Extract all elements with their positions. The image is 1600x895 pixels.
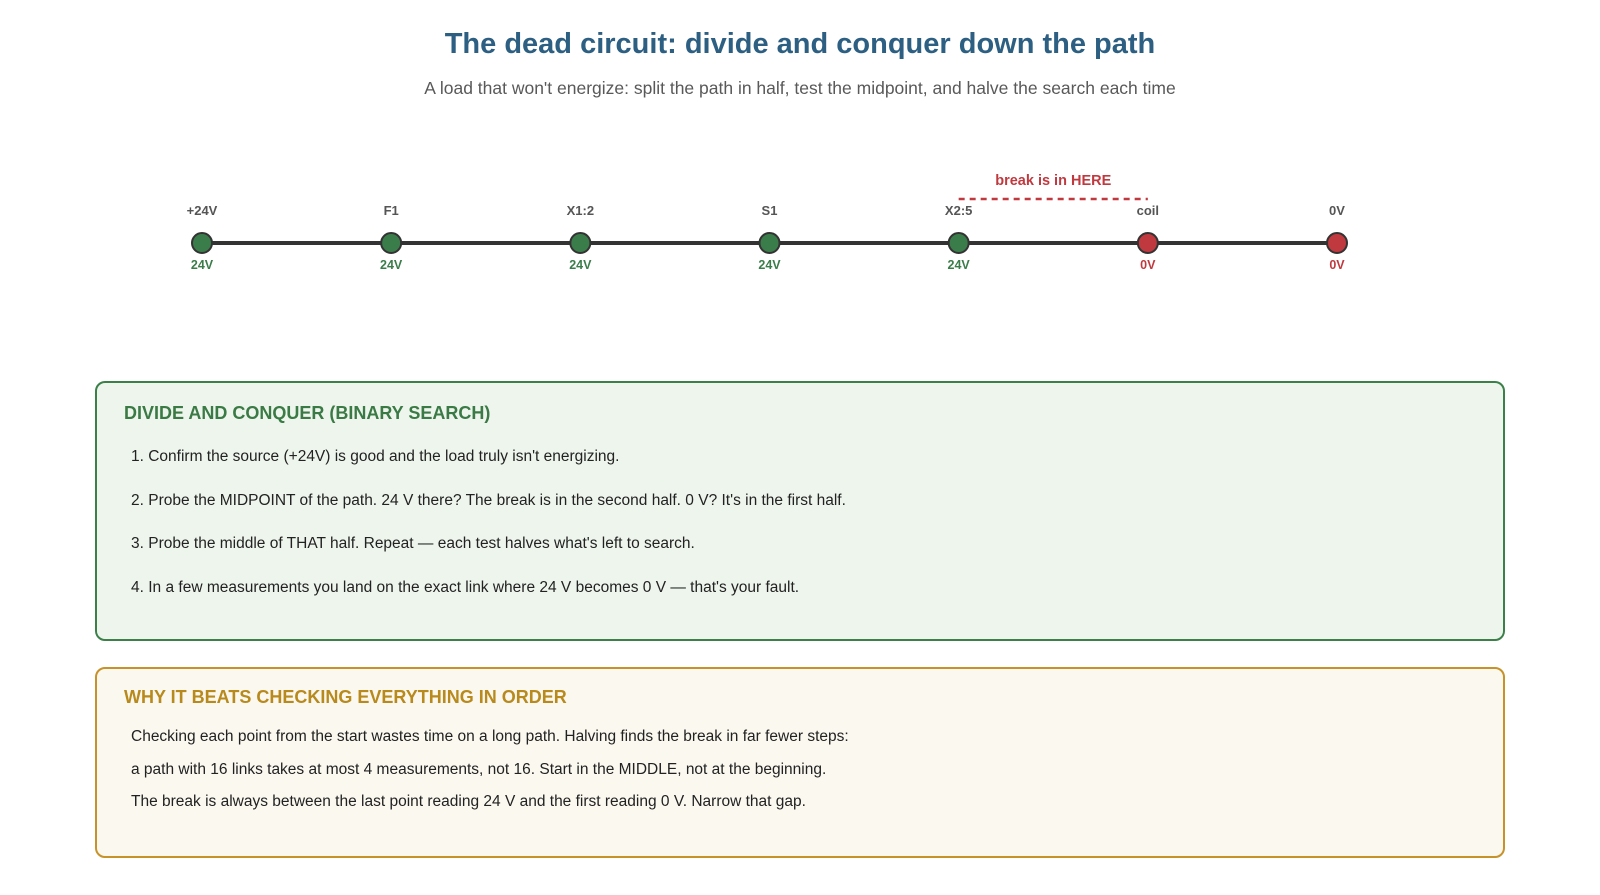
test-point-node — [1327, 233, 1347, 253]
method-step: 3. Probe the middle of THAT half. Repeat — each test halves what's left to search. — [131, 535, 695, 552]
path-nodes — [187, 203, 1347, 272]
test-point-node — [1138, 233, 1158, 253]
test-point-node — [192, 233, 212, 253]
method-heading: DIVIDE AND CONQUER (BINARY SEARCH) — [124, 403, 491, 423]
method-steps — [131, 447, 846, 621]
method-panel — [95, 381, 1505, 641]
node-label: F1 — [383, 203, 399, 218]
test-point-node — [570, 233, 590, 253]
node-voltage: 0V — [1329, 258, 1345, 272]
node-label: +24V — [186, 203, 218, 218]
node-voltage: 24V — [190, 258, 214, 272]
node-label: coil — [1136, 203, 1160, 218]
node-voltage: 24V — [758, 258, 781, 272]
page-title: The dead circuit: divide and conquer down the path — [444, 28, 1156, 60]
method-step: 4. In a few measurements you land on the exact link where 24 V becomes 0 V — that's your fault. — [131, 578, 800, 596]
node-voltage: 24V — [380, 258, 403, 272]
node-label: 0V — [1329, 203, 1345, 218]
why-panel — [95, 667, 1505, 858]
test-point-node — [760, 233, 780, 253]
why-line: The break is always between the last point reading 24 V and the first reading 0 V. Narrow that gap. — [131, 793, 806, 810]
node-label: X1:2 — [566, 203, 595, 218]
node-voltage: 24V — [947, 258, 970, 272]
node-label: X2:5 — [944, 203, 973, 218]
why-line: a path with 16 links takes at most 4 measurements, not 16. Start in the MIDDLE, not at the beginning. — [131, 760, 827, 778]
break-label: break is in HERE — [995, 173, 1112, 189]
test-point-node — [381, 233, 401, 253]
why-lines — [131, 727, 849, 825]
why-line: Checking each point from the start wastes time on a long path. Halving finds the break in far fewer steps: — [131, 728, 849, 745]
why-heading: WHY IT BEATS CHECKING EVERYTHING IN ORDER — [124, 687, 567, 707]
test-point-node — [949, 233, 969, 253]
node-voltage: 0V — [1140, 258, 1156, 272]
method-step: 2. Probe the MIDPOINT of the path. 24 V there? The break is in the second half. 0 V? It's in the first half. — [131, 491, 846, 509]
circuit-path-diagram — [0, 150, 1600, 310]
method-step: 1. Confirm the source (+24V) is good and the load truly isn't energizing. — [131, 448, 620, 465]
node-label: S1 — [761, 203, 778, 218]
page-subtitle: A load that won't energize: split the path in half, test the midpoint, and halve the search each time — [424, 78, 1176, 98]
node-voltage: 24V — [569, 258, 592, 272]
